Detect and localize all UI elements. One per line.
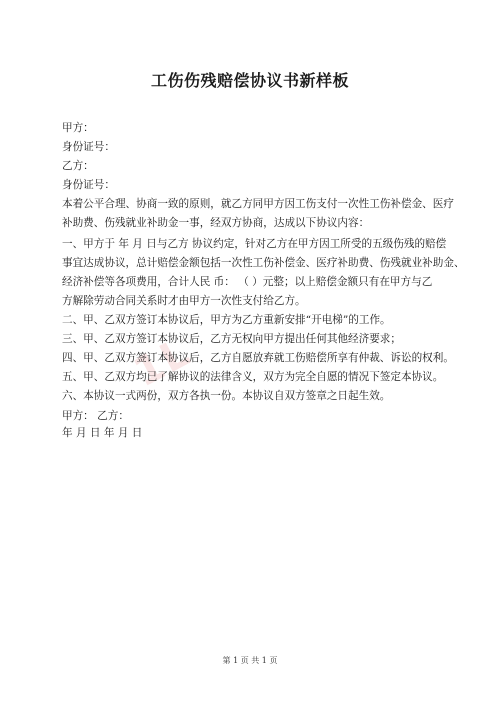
document-title: 工伤伤残赔偿协议书新样板 — [150, 71, 349, 90]
clause-1-line-3: 经济补偿等各项费用，合计人民 币： （ ）元整；以上赔偿金额只有在甲方与乙 — [62, 276, 433, 288]
clause-1-line-4: 方解除劳动合同关系时才由甲方一次性支付给乙方。 — [62, 295, 306, 307]
clause-6: 六、本协议一式两份，双方各执一份。本协议自双方签章之日起生效。 — [62, 390, 391, 402]
clause-4: 四、甲、乙双方签订本协议后，乙方自愿放弃就工伤赔偿所享有仲裁、诉讼的权利。 — [62, 352, 454, 364]
party-b-label: 乙方： — [62, 160, 94, 172]
signature-dates: 年 月 日 年 月 日 — [62, 427, 143, 439]
page-footer: 第 1 页 共 1 页 — [222, 656, 278, 665]
preamble-line-2: 补助费、伤残就业补助金一事，经双方协商，达成以下协议内容： — [62, 217, 370, 229]
party-b-id-label: 身份证号： — [62, 179, 115, 191]
party-a-id-label: 身份证号： — [62, 141, 115, 153]
clause-3: 三、甲、乙双方签订本协议后，乙方无权向甲方提出任何其他经济要求； — [62, 333, 401, 345]
clause-2: 二、甲、乙双方签订本协议后，甲方为乙方重新安排“开电梯”的工作。 — [62, 314, 391, 326]
party-a-label: 甲方： — [62, 122, 94, 134]
clause-1-line-1: 一、甲方于 年 月 日与乙方 协议约定，针对乙方在甲方因工所受的五级伤残的赔偿 — [62, 238, 447, 250]
clause-1-line-2: 事宜达成协议，总计赔偿金额包括一次性工伤补偿金、医疗补助费、伤残就业补助金、 — [62, 257, 465, 269]
clause-5: 五、甲、乙双方均已了解协议的法律含义，双方为完全自愿的情况下签定本协议。 — [62, 371, 444, 383]
signature-parties: 甲方： 乙方： — [62, 410, 129, 422]
watermark: 1L — [126, 328, 199, 397]
preamble-line-1: 本着公平合理、协商一致的原则，就乙方同甲方因工伤支付一次性工伤补偿金、医疗 — [62, 198, 454, 210]
